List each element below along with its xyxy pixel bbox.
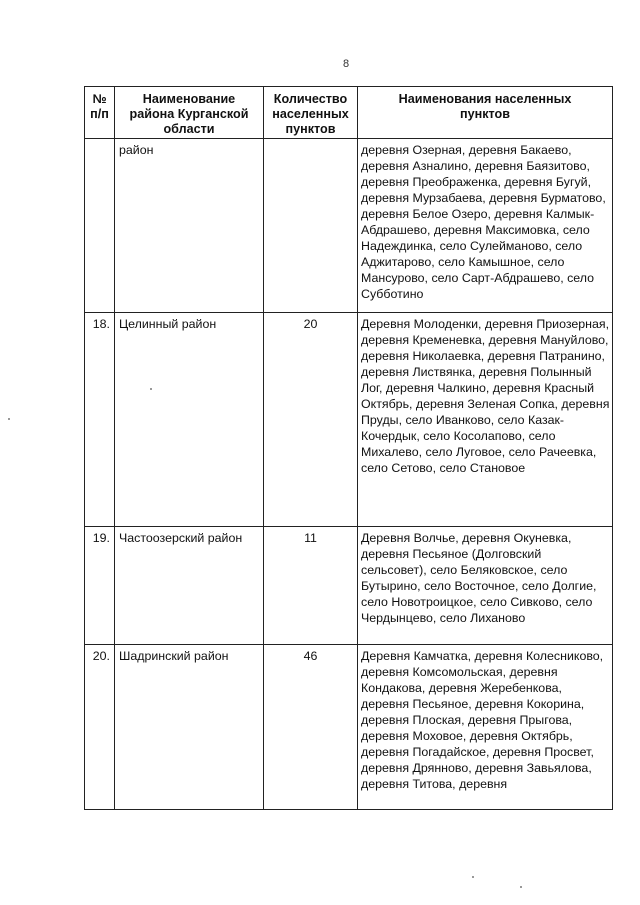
row-district: Частоозерский район bbox=[115, 527, 264, 645]
row-count bbox=[264, 139, 358, 313]
page-number: 8 bbox=[342, 58, 350, 70]
row-settlements: Деревня Камчатка, деревня Колесниково, деревня Комсомольская, деревня Кондакова, деревня Жеребенкова, деревня Песьяное, деревня Кокорина, деревня Плоская, деревня Прыгова, деревня Моховое, деревня Октябрь, деревня Погадайское, деревня Просвет, деревня Дрянново, деревня Завьялова, деревня Титова, деревня bbox=[358, 645, 613, 810]
row-num: 18. bbox=[85, 313, 115, 527]
scan-speck bbox=[520, 886, 522, 888]
row-settlements: деревня Озерная, деревня Бакаево, деревня Азналино, деревня Баязитово, деревня Преображенка, деревня Бугуй, деревня Мурзабаева, деревня Бурматово, деревня Белое Озеро, деревня Калмык-Абдрашево, деревня Максимовка, село Надеждинка, село Сулейманово, село Аджитарово, село Камышное, село Мансурово, село Сарт-Абдрашево, село Субботино bbox=[358, 139, 613, 313]
header-district: Наименование района Курганской области bbox=[115, 87, 264, 139]
header-settlements: Наименования населенных пунктов bbox=[358, 87, 613, 139]
row-settlements: Деревня Волчье, деревня Окуневка, деревня Песьяное (Долговский сельсовет), село Беляковское, село Бутырино, село Восточное, село Долгие, село Новотроицкое, село Сивково, село Чердынцево, село Лиханово bbox=[358, 527, 613, 645]
scan-speck bbox=[8, 418, 10, 420]
settlements-table bbox=[84, 86, 613, 810]
row-district: район bbox=[115, 139, 264, 313]
table-row bbox=[85, 139, 613, 313]
row-num: 19. bbox=[85, 527, 115, 645]
row-count: 46 bbox=[264, 645, 358, 810]
table-row bbox=[85, 313, 613, 527]
table-row bbox=[85, 527, 613, 645]
row-settlements: Деревня Молоденки, деревня Приозерная, деревня Кременевка, деревня Мануйлово, деревня Николаевка, деревня Патранино, деревня Листвянка, деревня Полынный Лог, деревня Чалкино, деревня Красный Октябрь, деревня Зеленая Сопка, деревня Пруды, село Иванково, село Казак-Кочердык, село Косолапово, село Михалево, село Луговое, село Рачеевка, село Сетово, село Становое bbox=[358, 313, 613, 527]
scan-speck bbox=[150, 388, 152, 390]
row-district: Целинный район bbox=[115, 313, 264, 527]
row-count: 20 bbox=[264, 313, 358, 527]
scan-speck bbox=[472, 876, 474, 878]
header-count: Количество населенных пунктов bbox=[264, 87, 358, 139]
table-row bbox=[85, 645, 613, 810]
row-count: 11 bbox=[264, 527, 358, 645]
table-header-row bbox=[85, 87, 613, 139]
row-district: Шадринский район bbox=[115, 645, 264, 810]
row-num: 20. bbox=[85, 645, 115, 810]
row-num bbox=[85, 139, 115, 313]
header-num: № п/п bbox=[85, 87, 115, 139]
